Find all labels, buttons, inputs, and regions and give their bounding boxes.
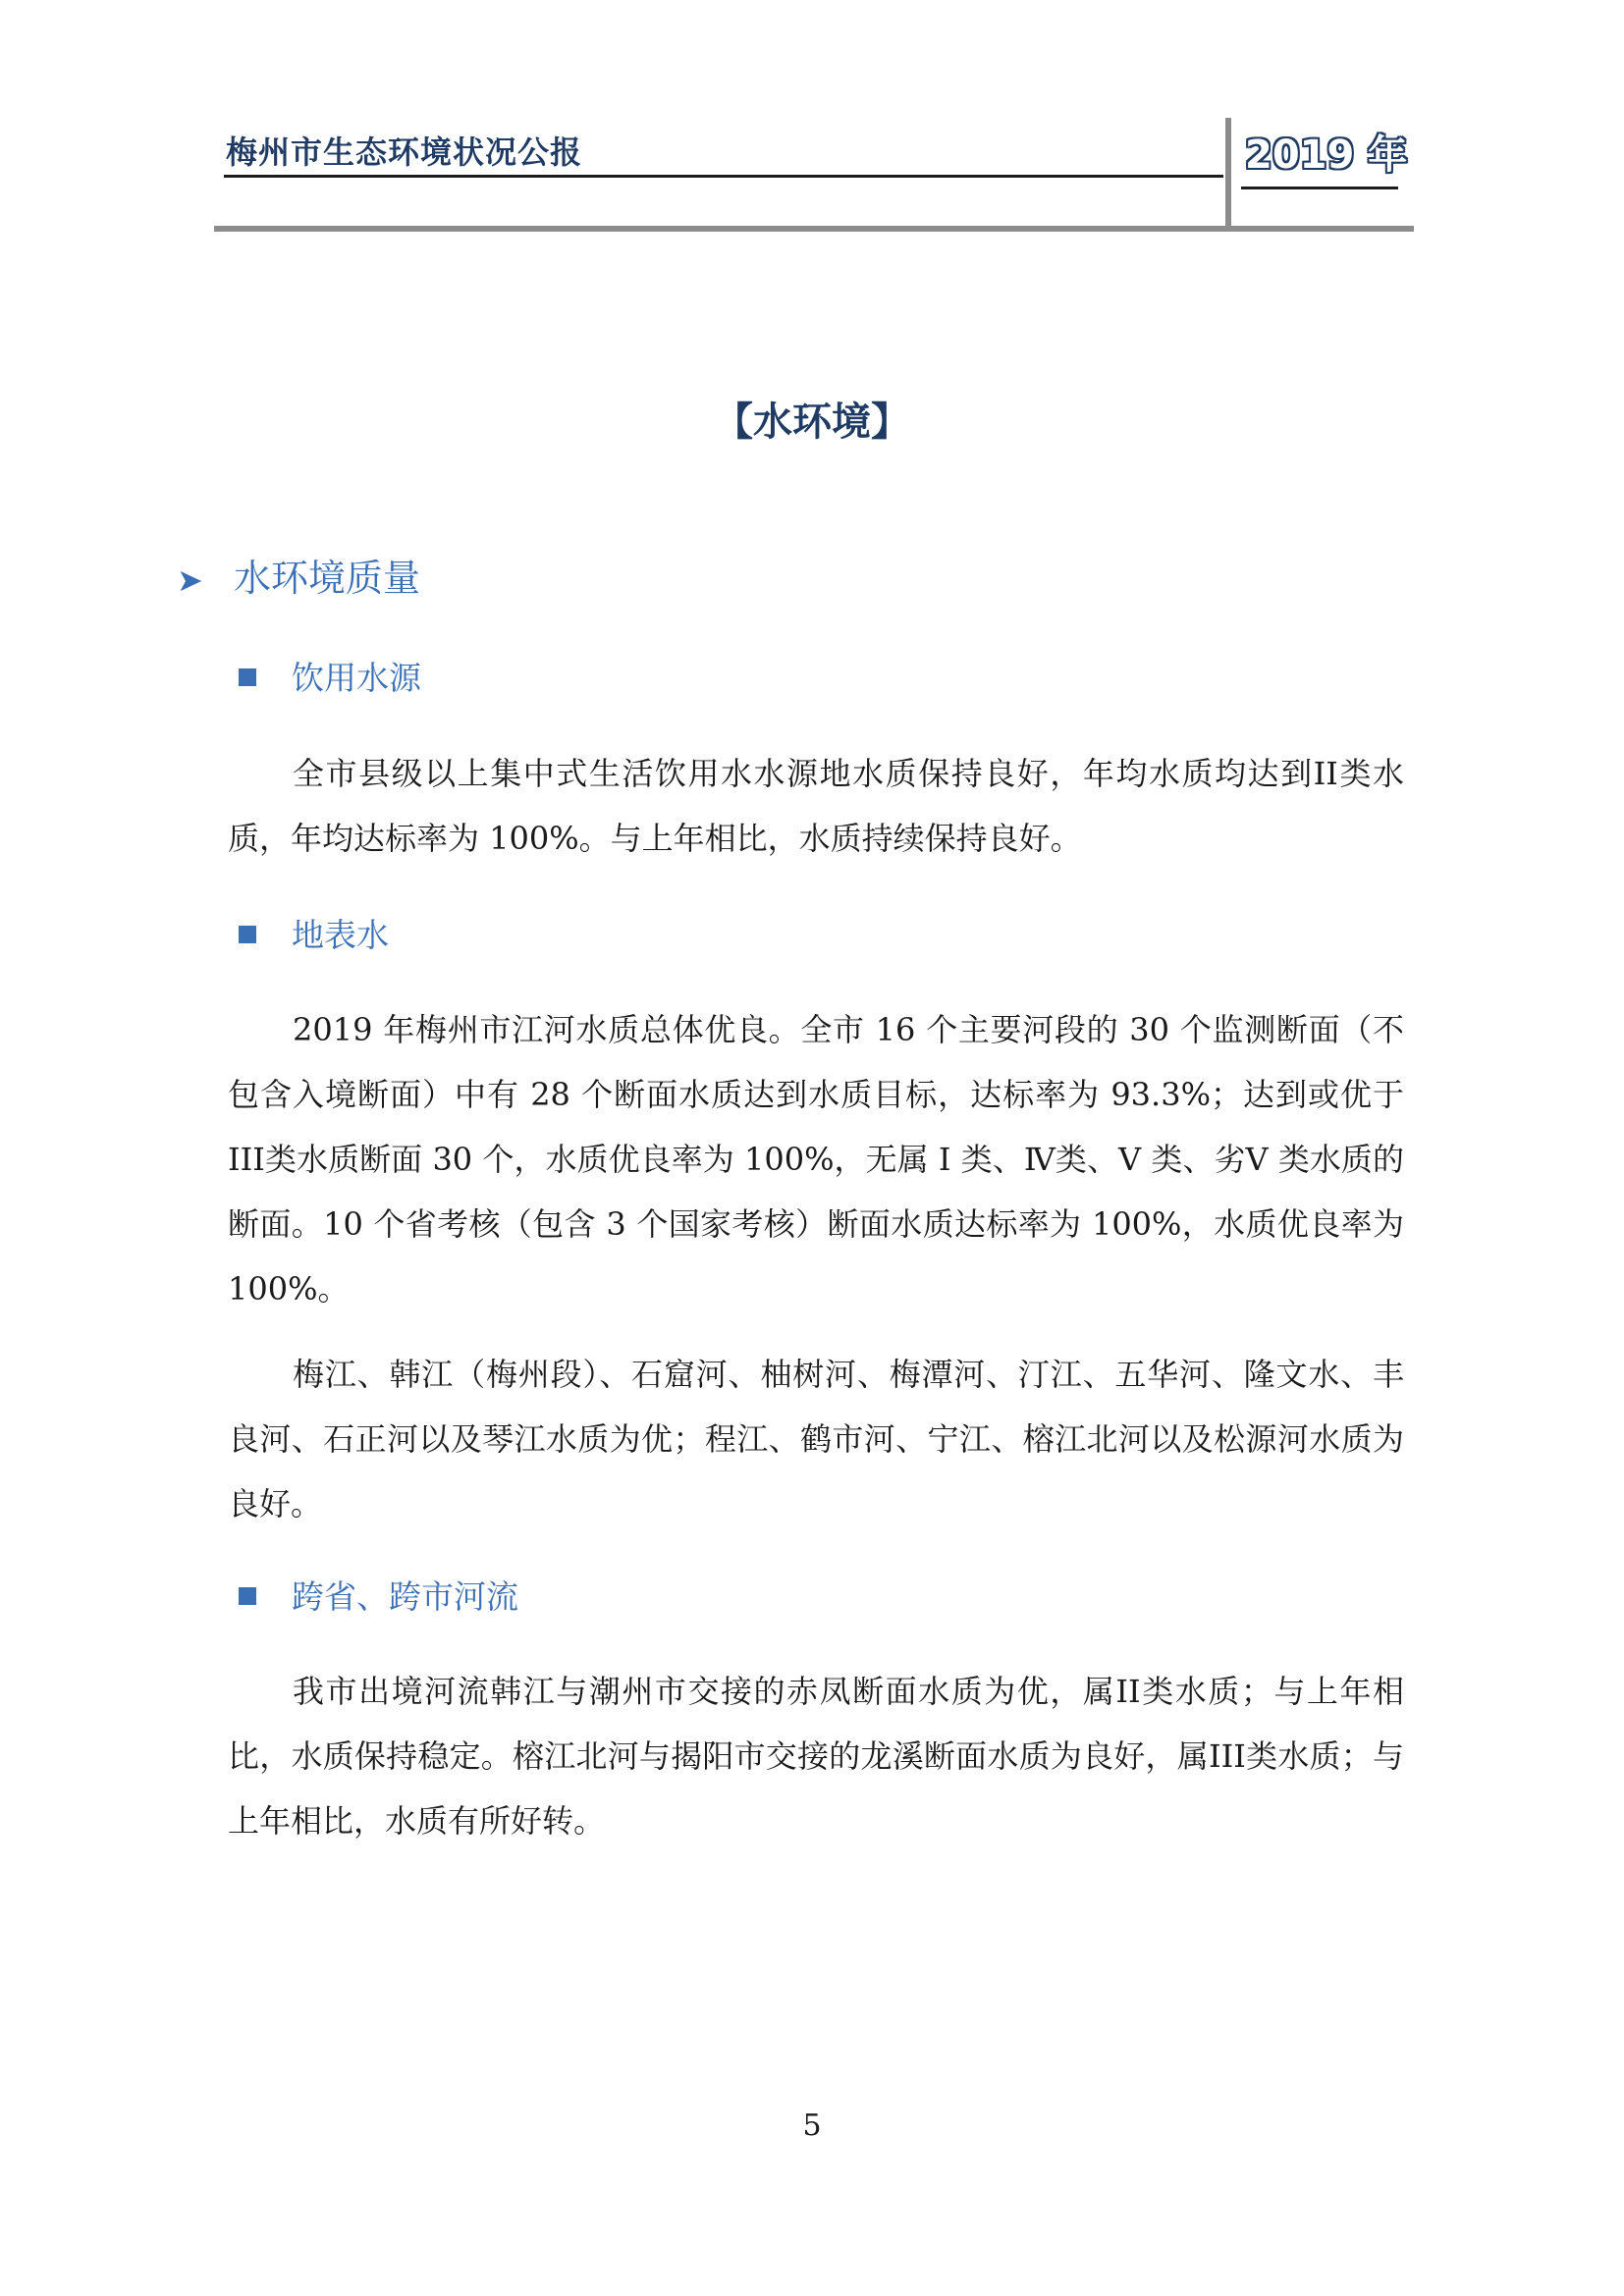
square-bullet-icon — [239, 668, 256, 686]
heading-text: 水环境质量 — [234, 557, 421, 600]
paragraph: 2019 年梅州市江河水质总体优良。全市 16 个主要河段的 30 个监测断面（不包含入境断面）中有 28 个断面水质达到水质目标，达标率为 93.3%；达到或优于III类水质断面 30 个，水质优良率为 100%，无属 I 类、Ⅳ类、V 类、劣V 类水质的断面。10 个省考核（包含 3 个国家考核）断面水质达标率为 100%，水质优良率为 100%。 — [228, 1011, 1404, 1308]
subheading-surface-water — [239, 910, 389, 956]
paragraph: 梅江、韩江（梅州段）、石窟河、柚树河、梅潭河、汀江、五华河、隆文水、丰良河、石正河以及琴江水质为优；程江、鹤市河、宁江、榕江北河以及松源河水质为良好。 — [228, 1356, 1404, 1522]
subheading-text: 跨省、跨市河流 — [292, 1577, 518, 1616]
report-title: 梅州市生态环境状况公报 — [226, 133, 583, 171]
arrow-bullet-icon: ➤ — [177, 561, 203, 599]
square-bullet-icon — [239, 1587, 256, 1605]
subheading-cross-boundary-rivers — [239, 1572, 518, 1618]
header-bottom-rule — [214, 226, 1414, 232]
page-header — [214, 118, 1414, 236]
subheading-text: 饮用水源 — [292, 659, 421, 697]
heading-water-quality — [177, 548, 420, 602]
paragraph: 全市县级以上集中式生活饮用水水源地水质保持良好，年均水质均达到II类水质，年均达标率为 100%。与上年相比，水质持续保持良好。 — [228, 755, 1404, 857]
section-title: 【水环境】 — [714, 400, 910, 445]
square-bullet-icon — [239, 926, 256, 943]
subheading-text: 地表水 — [292, 916, 389, 954]
header-vertical-divider — [1225, 118, 1231, 230]
subheading-drinking-water — [239, 653, 421, 699]
page-number: 5 — [802, 2109, 822, 2143]
report-year: 2019 年 — [1245, 133, 1408, 178]
header-divider — [224, 175, 1223, 178]
paragraph: 我市出境河流韩江与潮州市交接的赤凤断面水质为优，属II类水质；与上年相比，水质保持稳定。榕江北河与揭阳市交接的龙溪断面水质为良好，属III类水质；与上年相比，水质有所好转。 — [228, 1673, 1404, 1840]
year-underline — [1241, 187, 1398, 189]
